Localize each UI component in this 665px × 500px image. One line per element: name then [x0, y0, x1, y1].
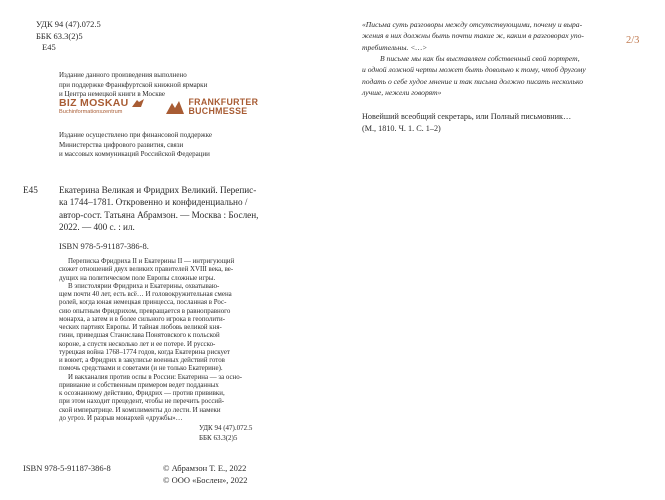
catalog-line: автор-сост. Татьяна Абрамзон. — Москва : Бослен,	[59, 209, 259, 220]
annotation-line: до угроз. И разрыв монархей «дружбы»…	[59, 414, 183, 422]
annotation-line: монарха, а затем и в более сильного игрока в геополити-	[59, 315, 226, 323]
epigraph-line: и одной ложной черты может быть довольно к тому, чтоб другому	[362, 65, 586, 75]
financial-line: Издание осуществлено при финансовой поддержке	[59, 131, 212, 139]
support-line: Издание данного произведения выполнено	[59, 71, 187, 79]
annotation-line: сию опытным Фридрихом, превращается в равноправного	[59, 307, 231, 315]
annotation-line: И вакханалия против оспы в России: Екатерина — за осно-	[68, 373, 242, 381]
biz-logo-title: BIZ MOSKAU	[59, 97, 129, 110]
annotation-line: помочь средствами и советами (и не только Екатерине).	[59, 365, 223, 373]
bbk-code: ББК 63.3(2)5	[36, 30, 83, 41]
footer-bbk: ББК 63.3(2)5	[199, 433, 238, 442]
author-mark: Е45	[42, 42, 56, 52]
epigraph	[362, 19, 612, 98]
support-line: при поддержке Франкфуртской книжной ярмарки	[59, 80, 208, 89]
epigraph-source	[362, 111, 571, 135]
annotation-line: щем почти 40 лет, есть всё… И головокружительная смена	[59, 291, 232, 298]
epigraph-line: жения в них должны быть почти такие ж, каким в разговорах упо-	[362, 31, 584, 41]
annotation-line: и воюет, а Фридрих в закулисье военных действий готов	[59, 357, 225, 364]
annotation-line: ческих партиях Европы. И тайная любовь великой кня-	[59, 324, 222, 331]
annotation-line: гини, приведшая Станислава Понятовского к польской	[59, 332, 220, 340]
annotation-line: короне, а спустя несколько лет и ее потере. И русско-	[59, 340, 216, 348]
catalog-line: ка 1744–1781. Откровенно и конфиденциально /	[59, 197, 248, 208]
epigraph-line: подать о себе худое мнение и так письма должно писать несколько	[362, 76, 584, 86]
biz-logo-subtitle: Buchinformationszentrum	[59, 109, 123, 116]
footer-codes	[199, 424, 252, 443]
catalog-code: Е45	[23, 185, 38, 195]
frankfurt-bird-icon	[166, 100, 184, 115]
financial-notice	[59, 131, 212, 160]
support-notice	[59, 71, 207, 100]
catalog-line: Екатерина Великая и Фридрих Великий. Перепис-	[59, 185, 257, 195]
epigraph-line: лучше, нежели говорят»	[362, 88, 442, 98]
bottom-isbn: ISBN 978-5-91187-386-8	[23, 463, 111, 473]
catalog-isbn: ISBN 978-5-91187-386-8.	[59, 241, 149, 251]
annotation-line: ской императрице. И комплименты до лести. И намеки	[59, 406, 221, 414]
classification-block	[36, 19, 101, 54]
sponsor-logos	[59, 98, 258, 117]
frankfurt-logo-line2: BUCHMESSE	[188, 106, 248, 117]
annotation-line: при этом находит прецедент, чтобы не перечить россий-	[59, 398, 225, 406]
copyright-block	[163, 463, 248, 486]
annotation-line: к осознанному действию, Фридрих — против прививки,	[59, 390, 225, 397]
annotation-line: турецкая война 1768–1774 годов, когда Екатерина рискует	[59, 348, 230, 356]
biz-moskau-logo	[59, 98, 144, 116]
annotation-line: В эпистолярии Фридриха и Екатерины, охватываю-	[68, 282, 220, 290]
footer-udk: УДК 94 (47).072.5	[199, 424, 253, 432]
annotation-line: Переписка Фридриха II и Екатерины II — интригующий	[68, 258, 235, 265]
epigraph-line: «Письма суть разговоры между отсутствующими, почему и выра-	[362, 20, 583, 29]
annotation	[59, 258, 274, 423]
epigraph-line: В письме мы как бы выставляем собственный свой портрет,	[380, 54, 580, 64]
copyright-author: © Абрамзон Т. Е., 2022	[163, 463, 247, 473]
source-line: (М., 1810. Ч. 1. С. 1–2)	[362, 123, 441, 133]
frankfurter-buchmesse-logo	[166, 98, 259, 117]
financial-line: и массовых коммуникаций Российской Федерации	[59, 150, 210, 159]
financial-line: Министерства цифрового развития, связи	[59, 140, 184, 149]
frankfurt-logo-line1: FRANKFURTER	[188, 97, 259, 107]
udk-code: УДК 94 (47).072.5	[36, 19, 101, 29]
copyright-publisher: © ООО «Бослен», 2022	[163, 474, 248, 485]
page-number: 2/3	[626, 35, 640, 46]
book-icon	[132, 99, 144, 108]
support-line: и Центра немецкой книги в Москве	[59, 90, 166, 99]
annotation-line: привиание и собственным примером ведет подданных	[59, 381, 219, 389]
annotation-line: ролей, когда юная немецкая принцесса, посланная в Рос-	[59, 299, 227, 307]
catalog-entry	[59, 184, 274, 234]
annotation-line: сюжет отношений двух великих правителей XVIII века, ве-	[59, 266, 234, 274]
epigraph-line: требительны. <…>	[362, 42, 428, 52]
annotation-line: дущих на политическом поле Европы сложные игры.	[59, 274, 216, 282]
source-line: Новейший всеобщий секретарь, или Полный письмовник…	[362, 112, 572, 121]
catalog-line: 2022. — 400 с. : ил.	[59, 222, 135, 233]
